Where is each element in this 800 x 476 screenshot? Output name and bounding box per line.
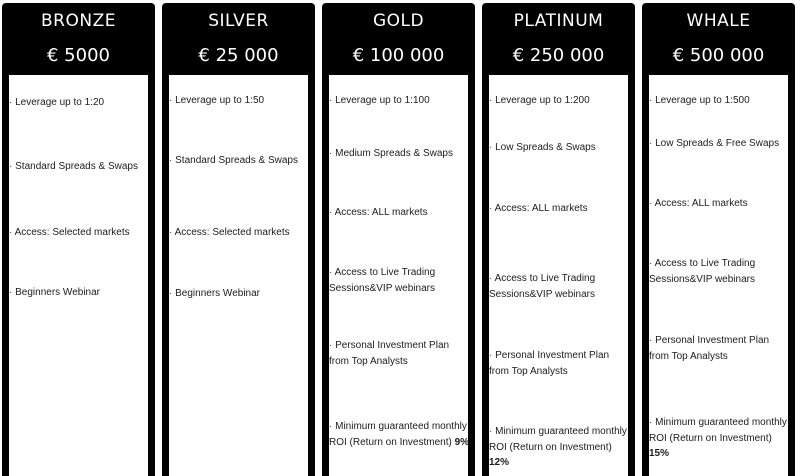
feature-item: · Standard Spreads & Swaps	[169, 155, 298, 166]
bullet-icon: ·	[649, 417, 653, 428]
bullet-icon: ·	[489, 350, 493, 361]
feature-item: · Beginners Webinar	[169, 288, 260, 299]
bullet-icon: ·	[329, 95, 333, 106]
feature-item: · Access: ALL markets	[329, 207, 428, 218]
feature-item: · Access: Selected markets	[9, 227, 130, 238]
roi-value: 12%	[489, 457, 510, 468]
plan-price: € 5000	[47, 45, 110, 66]
bullet-icon: ·	[9, 287, 13, 298]
feature-item: · Personal Investment Plan from Top Analysts	[329, 340, 450, 367]
feature-item: · Medium Spreads & Swaps	[329, 148, 453, 159]
bullet-icon: ·	[489, 142, 493, 153]
feature-item: · Access: ALL markets	[649, 198, 748, 209]
feature-item: · Leverage up to 1:50	[169, 95, 265, 106]
plan-price: € 500 000	[672, 45, 765, 66]
bullet-icon: ·	[9, 97, 13, 108]
feature-item: · Personal Investment Plan from Top Analysts	[649, 335, 770, 362]
bullet-icon: ·	[329, 421, 333, 432]
plan-features	[489, 75, 628, 476]
feature-item: · Leverage up to 1:500	[649, 95, 750, 106]
plan-price: € 100 000	[352, 45, 445, 66]
plan-card-silver[interactable]	[162, 3, 315, 476]
bullet-icon: ·	[169, 227, 173, 238]
feature-item: · Personal Investment Plan from Top Analysts	[489, 350, 610, 377]
bullet-icon: ·	[489, 95, 493, 106]
roi-value: 9%	[454, 436, 470, 448]
bullet-icon: ·	[9, 161, 13, 172]
bullet-icon: ·	[169, 288, 173, 299]
feature-item: · Leverage up to 1:100	[329, 95, 430, 106]
plan-card-whale[interactable]	[642, 3, 795, 476]
feature-item: · Access to Live Trading Sessions&VIP webinars	[329, 267, 436, 294]
bullet-icon: ·	[489, 273, 493, 284]
feature-item: · Standard Spreads & Swaps	[9, 161, 138, 172]
feature-item: · Beginners Webinar	[9, 287, 100, 298]
bullet-icon: ·	[329, 207, 333, 218]
feature-item: · Minimum guaranteed monthly ROI (Return on Investment) 15%	[649, 417, 787, 459]
bullet-icon: ·	[649, 335, 653, 346]
feature-item: · Leverage up to 1:20	[9, 97, 105, 108]
bullet-icon: ·	[169, 95, 173, 106]
bullet-icon: ·	[649, 95, 653, 106]
plan-name: SILVER	[208, 11, 269, 31]
plan-price: € 25 000	[198, 45, 279, 66]
plan-card-bronze[interactable]	[2, 3, 155, 476]
plan-features	[169, 75, 308, 476]
feature-item: · Low Spreads & Free Swaps	[649, 138, 780, 149]
plan-name: PLATINUM	[513, 11, 604, 31]
bullet-icon: ·	[329, 340, 333, 351]
feature-item: · Low Spreads & Swaps	[489, 142, 596, 153]
bullet-icon: ·	[9, 227, 13, 238]
plan-card-gold[interactable]	[322, 3, 475, 476]
bullet-icon: ·	[649, 198, 653, 209]
plan-features	[9, 75, 148, 476]
bullet-icon: ·	[489, 203, 493, 214]
feature-item: · Leverage up to 1:200	[489, 95, 590, 106]
plan-price: € 250 000	[512, 45, 605, 66]
plan-name: GOLD	[372, 11, 425, 31]
plan-name: WHALE	[686, 11, 751, 31]
feature-item: · Minimum guaranteed monthly ROI (Return on Investment) 9%	[329, 421, 470, 448]
bullet-icon: ·	[489, 426, 493, 437]
plan-card-platinum[interactable]	[482, 3, 635, 476]
bullet-icon: ·	[169, 155, 173, 166]
bullet-icon: ·	[649, 138, 653, 149]
feature-item: · Minimum guaranteed monthly ROI (Return on Investment) 12%	[489, 426, 627, 468]
feature-item: · Access: ALL markets	[489, 203, 588, 214]
roi-value: 15%	[649, 448, 670, 459]
feature-item: · Access: Selected markets	[169, 227, 290, 238]
bullet-icon: ·	[329, 267, 333, 278]
bullet-icon: ·	[649, 258, 653, 269]
feature-item: · Access to Live Trading Sessions&VIP webinars	[489, 273, 596, 300]
bullet-icon: ·	[329, 148, 333, 159]
feature-item: · Access to Live Trading Sessions&VIP webinars	[649, 258, 756, 285]
plan-features	[649, 75, 788, 476]
plan-name: BRONZE	[41, 11, 116, 31]
plan-features	[329, 75, 468, 476]
